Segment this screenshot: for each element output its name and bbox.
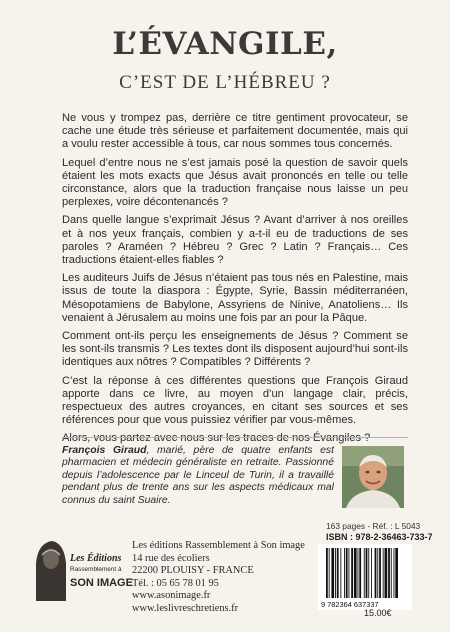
book-title: L’ÉVANGILE, <box>112 26 338 62</box>
blurb-paragraph-4: Les auditeurs Juifs de Jésus n’étaient pas tous nés en Palestine, mais issus de toute la diaspora : Égypte, Syrie, Bassin méditerranéen, Mésopotamiens de Babylone, Assyriens de Ninive, Anatoliens… Ils venaient à Jérusalem au moins une fois par an pour la Pâque. <box>62 272 408 324</box>
publisher-tel: Tél. : 05 65 78 01 95 <box>132 577 219 589</box>
barcode-bar <box>335 548 336 598</box>
author-name: François Giraud <box>62 445 147 456</box>
publisher-website-1[interactable]: www.asonimage.fr <box>132 590 211 602</box>
barcode-digits: 9 782364 637337 <box>321 600 379 609</box>
barcode-bar <box>326 548 328 598</box>
publisher-street: 14 rue des écoliers <box>132 552 210 564</box>
barcode-bar <box>391 548 392 598</box>
publisher-website-2[interactable]: www.leslivreschretiens.fr <box>132 602 239 614</box>
barcode-bar <box>375 548 377 598</box>
publisher-name: Les éditions Rassemblement à Son image <box>132 540 305 551</box>
section-divider <box>62 437 408 438</box>
author-bio <box>62 445 334 507</box>
barcode-bar <box>344 548 345 598</box>
barcode-bar <box>364 548 365 598</box>
isbn-label: ISBN : 978-2-36463-733-7 <box>326 532 433 542</box>
price-label: 15.00€ <box>364 608 392 618</box>
blurb-paragraph-1: Ne vous y trompez pas, derrière ce titre gentiment provocateur, se cache une étude très sérieuse et parfaitement documentée, mais qui a voulu rester accessible à tous, car nous sommes tous concernés. <box>62 112 408 151</box>
author-photo <box>342 446 404 508</box>
logo-text-line3: SON IMAGE <box>70 577 133 589</box>
barcode-bar <box>388 548 390 598</box>
book-subtitle: C’EST DE L’HÉBREU ? <box>119 72 331 93</box>
blurb-paragraph-5: Comment ont-ils perçu les enseignements de Jésus ? Comment se les sont-ils transmis ? Les textes dont ils disposent aujourd’hui sont-ils identiques aux nôtres ? Compatibles ? Différents ? <box>62 330 408 369</box>
publisher-address <box>132 540 305 616</box>
publisher-city: 22200 PLOUISY - FRANCE <box>132 565 254 577</box>
barcode-bar <box>337 548 339 598</box>
barcode-bar <box>358 548 359 598</box>
blurb-paragraph-6: C’est la réponse à ces différentes questions que François Giraud apporte dans ce livre, au moyen d’un langage clair, précis, respectueux des autres croyances, en citant ses sources et ses références pour que vous puissiez vérifier par vous-mêmes. <box>62 374 408 427</box>
barcode-bar <box>385 548 388 598</box>
isbn-barcode <box>318 544 412 610</box>
logo-text-line1: Les Éditions <box>70 553 122 564</box>
barcode-bar <box>371 548 372 598</box>
barcode-bar <box>368 548 369 598</box>
barcode-bar <box>395 548 398 598</box>
blurb-paragraph-2: Lequel d’entre nous ne s’est jamais posé la question de savoir quels étaient les mots exacts que Jésus avait prononcés en telle ou telle circonstance, alors que la traduction française nous laisse un peu perplexes, voire décontenancés ? <box>62 156 408 209</box>
logo-text-line2: Rassemblement à <box>70 566 122 573</box>
barcode-bar <box>383 548 384 598</box>
barcode-bar <box>354 548 357 598</box>
author-bio-text: , marié, père de quatre enfants est pharmacien et médecin généraliste en retraite. Passionné depuis l’adolescence par le Linceul de Turin, il a travaillé pendant plus de trente ans sur les aspects médicaux mal connus du saint Suaire. <box>62 445 334 506</box>
barcode-bar <box>379 548 381 598</box>
barcode-bar <box>359 548 361 598</box>
barcode-bar <box>394 548 395 598</box>
barcode-bar <box>351 548 353 598</box>
blurb-paragraph-7: Alors, vous partez avec nous sur les traces de nos Évangiles ? <box>62 432 371 445</box>
barcode-bar <box>349 548 350 598</box>
barcode-bar <box>366 548 368 598</box>
barcode-bar <box>346 548 348 598</box>
barcode-bar <box>340 548 341 598</box>
barcode-bar <box>329 548 330 598</box>
publisher-logo <box>30 533 133 603</box>
pages-reference: 163 pages - Réf. : L 5043 <box>326 521 421 531</box>
blurb-paragraph-3: Dans quelle langue s’exprimait Jésus ? Avant d’arriver à nos oreilles et à nos yeux français, combien y a-t-il eu de traductions de ses paroles ? Araméen ? Hébreu ? Grec ? Latin ? Français… Ces traductions étaient-elles fiables ? <box>62 214 408 267</box>
barcode-bar <box>377 548 378 598</box>
barcode-bar <box>331 548 334 598</box>
back-cover-blurb <box>62 112 408 451</box>
